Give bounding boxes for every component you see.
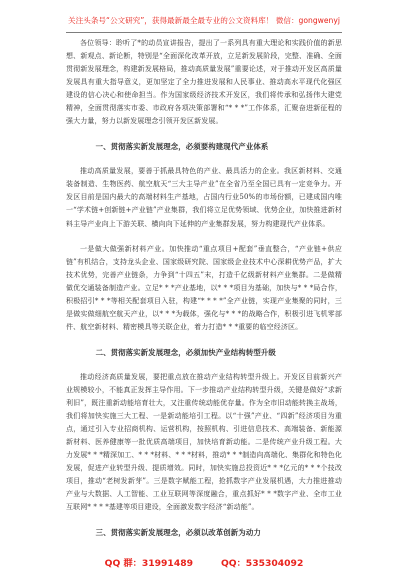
section-2-paragraph-1: 推动经济高质量发展，要把重点放在推动产业结构转型升级上。开发区目前新兴产业规模较小，不能真正发挥主导作用。下一步推动产业结构转型升级，关键是做好“求新利旧”，既注重新动能培育壮大，又注重传统动能优存量。作为全市旧动能转换主战场，我们将加快实施三大工程、一是新动能培引工程。以“十强”产业、“四新”经济项目为重点，通过引入专业招商机构、运营机构，按照机构、引进信息技术、高端装备、新能源新材料、医养健康等一批优质高端项目，加快培育新动能。二是传统产业升级工程。大力发展* * *精深加工、* * *材料、* * *材料，推动* * *制造向高端化、集群化和特色化发展，促进产业转型升级、提质增效。同时，加快实施总投资近* * *亿元的* * *个技改项目，推动“老树发新芽”。三是数字赋能工程，抢抓数字产业发展机遇，大力推进推动产业与大数据、人工智能、工业互联网等深度融合，重点抓好* * *数字产业、全市工业互联网* * * *基建等项目建设，全面激发数字经济“新动能”。 <box>66 372 342 512</box>
header-divider <box>66 32 342 33</box>
section-title: 贯彻落实新发展理念，必须以改革创新为动力 <box>110 528 261 538</box>
section-1-paragraph-1: 推动高质量发展，要善于抓最具特色的产业、最具活力的企业。我区新材料、交通装备制造、生物医药、航空航天“三大主导产业”在全省乃至全国已具有一定竞争力。开发区目前是国内最大的高端材料生产基地，占国内行业50%的市场份额，已建成国内唯一“学术链+创新链+产业链”产业集群，我们将立足优势领域、优势企业，加快推进新材料主导产业向上下游关联、横向向下延伸的产业集群发展，努力构建现代产业体系。 <box>66 167 342 228</box>
section-title: 贯彻落实新发展理念，必须要构建现代产业体系 <box>110 142 269 152</box>
document-body <box>66 37 342 551</box>
section-heading-3 <box>66 526 342 539</box>
qq-group-number: QQ 群：31991489 <box>104 558 193 569</box>
header-banner <box>66 15 342 27</box>
section-number: 二、 <box>95 347 111 357</box>
banner-line: 关注头条号“公文研究”，获得最新最全最专业的公文资料库！ 微信：gongwenyj <box>68 16 340 25</box>
section-1-paragraph-2: 一是做大做强新材料产业。加快推动“重点项目+配套”垂直整合，“产业链+供应链”有机结合，支持龙头企业、国家级研究院、国家级企业技术中心深耕优势产品，扩大技术优势，完善产业链条，力争到“十四五”末，打造千亿级新材料产业集群。二是做精做优交通装备制造产业。立足* * *产业基地，以* * *项目为基础，加快与* * *局合作，积极招引* * *等相关配套项目入驻，构建“* * * *”全产业链，实现产业集聚的同时，三是做实做细航空航天产业，以* * *为载体，强化与* * *的战略合作，积极引进飞机零部件、航空新材料、精密模具等关联企业，着力打造* * *重要的临空经济区。 <box>66 244 342 331</box>
section-heading-2 <box>66 346 342 359</box>
intro-paragraph: 各位领导：聆听了*的动员宣讲报告，提出了一系列具有重大理论和实践价值的新思想、新观点、新论断，特别是“全面深化改革开放，立足新发展阶段，完整、准确、全面贯彻新发展理念，构建新发展格局，推动高质量发展”重要论述，对于推动开发区高质量发展具有重大指导意义，更加坚定了全力推进发展和人民事业、推动高水平现代化强区建设的信心决心和使命担当。作为国家级经济技术开发区，我们将传承和弘扬伟大建党精神，全面贯彻落实市委、市政府各项决策部署和“* * *”工作体系，汇聚奋进新征程的强大力量，努力以新发展理念引领开发区新发展。 <box>66 39 342 126</box>
section-heading-1 <box>66 140 342 153</box>
section-title: 贯彻落实新发展理念，必须加快产业结构转型升级 <box>110 347 276 357</box>
contact-footer <box>66 555 342 569</box>
section-number: 一、 <box>95 142 111 152</box>
qq-number: QQ：535304092 <box>221 558 304 569</box>
section-number: 三、 <box>95 528 111 538</box>
